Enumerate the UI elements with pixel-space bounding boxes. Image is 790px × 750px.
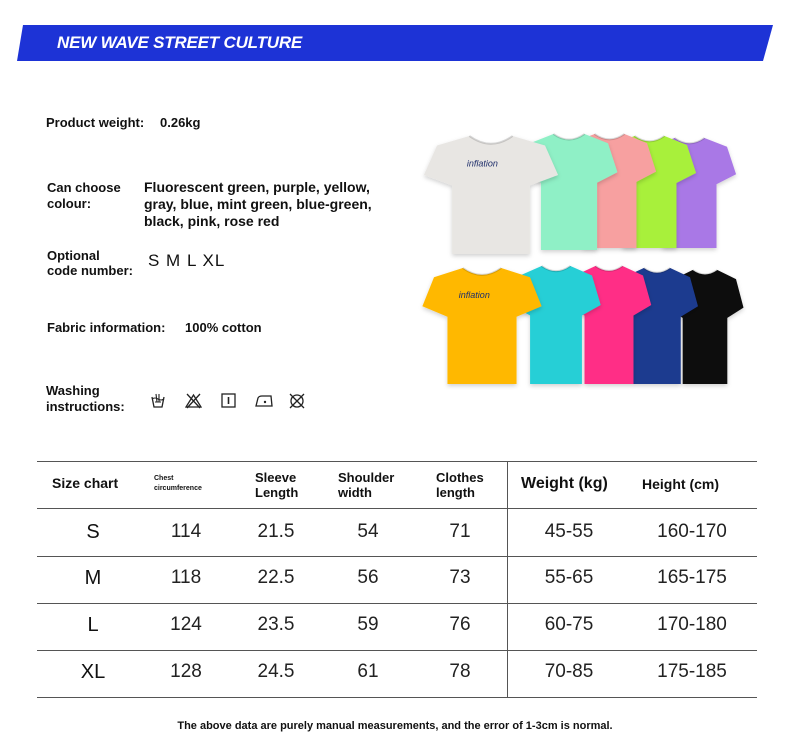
header-clothes-line-1: Clothes: [436, 470, 484, 485]
no-dry-clean-icon: [289, 393, 305, 409]
cell-shoulder: 61: [357, 661, 379, 682]
fabric-label: Fabric information:: [47, 320, 166, 335]
header-chest-line-2: circumference: [154, 485, 202, 492]
code-label-line-1: Optional: [47, 248, 100, 263]
cell-height: 170-180: [657, 614, 727, 635]
header-sleeve-line-1: Sleeve: [255, 470, 297, 485]
header-chest-line-1: Chest: [154, 475, 174, 482]
footnote: The above data are purely manual measurements, and the error of 1-3cm is normal.: [177, 720, 613, 732]
header-height: Height (cm): [642, 476, 719, 492]
cell-length: 78: [449, 661, 471, 682]
product-weight-value: 0.26kg: [160, 115, 201, 130]
header-clothes-line-2: length: [436, 485, 475, 500]
table-rule: [37, 603, 757, 604]
cell-size: M: [84, 567, 102, 589]
table-rule: [37, 508, 757, 509]
washing-label-line-2: instructions:: [46, 399, 125, 414]
cell-sleeve: 23.5: [257, 614, 295, 635]
cell-shoulder: 54: [357, 521, 379, 542]
cell-height: 175-185: [657, 661, 727, 682]
table-rule: [37, 650, 757, 651]
cell-chest: 124: [170, 614, 202, 635]
banner: [17, 25, 773, 61]
cell-size: S: [86, 521, 100, 543]
tshirt-group: [422, 134, 743, 384]
product-weight-label: Product weight:: [46, 115, 145, 130]
header-sleeve-line-2: Length: [255, 485, 299, 500]
banner-title: NEW WAVE STREET CULTURE: [57, 33, 303, 52]
tumble-dry-icon: [221, 393, 236, 408]
colour-label-line-2: colour:: [47, 196, 92, 211]
cell-shoulder: 56: [357, 567, 379, 588]
tshirt-0: [424, 136, 558, 254]
header-sleeve: [255, 470, 298, 500]
cell-size: XL: [80, 661, 106, 683]
cell-size: L: [87, 614, 99, 636]
cell-shoulder: 59: [357, 614, 379, 635]
header-chest: [154, 474, 202, 494]
cell-height: 160-170: [657, 521, 727, 542]
cell-weight: 55-65: [544, 567, 594, 588]
tshirt-5: [422, 268, 541, 384]
washing-label-line-1: Washing: [46, 383, 100, 398]
cell-chest: 128: [170, 661, 202, 682]
header-size-chart: Size chart: [52, 475, 119, 491]
fabric-value: 100% cotton: [185, 320, 262, 335]
no-bleach-icon: [185, 393, 202, 409]
tshirt-print-text: inflation: [466, 158, 498, 169]
cell-sleeve: 22.5: [257, 567, 295, 588]
colour-label-line-1: Can choose: [47, 180, 121, 195]
code-values: S M L XL: [148, 251, 226, 270]
cell-length: 73: [449, 567, 471, 588]
colour-list-line-1: Fluorescent green, purple, yellow,: [144, 179, 370, 195]
tshirt-print-text: inflation: [458, 290, 490, 301]
iron-low-icon: [255, 393, 273, 408]
cell-weight: 60-75: [544, 614, 594, 635]
cell-sleeve: 21.5: [257, 521, 295, 542]
cell-weight: 45-55: [544, 521, 594, 542]
table-rule-top: [37, 461, 757, 462]
cell-length: 71: [449, 521, 471, 542]
header-shoulder-line-1: Shoulder: [338, 470, 395, 485]
hand-wash-icon: [150, 393, 166, 409]
cell-height: 165-175: [657, 567, 727, 588]
code-label-line-2: code number:: [47, 263, 133, 278]
cell-sleeve: 24.5: [257, 661, 295, 682]
size-chart-table: [37, 461, 757, 698]
cell-chest: 114: [170, 521, 202, 542]
colour-list-line-3: black, pink, rose red: [144, 213, 280, 229]
table-rule: [37, 556, 757, 557]
cell-length: 76: [449, 614, 471, 635]
table-rule-bottom: [37, 697, 757, 698]
header-weight: Weight (kg): [521, 475, 608, 492]
cell-chest: 118: [170, 567, 202, 588]
header-clothes-length: [436, 470, 484, 500]
tshirt-product-image: [412, 128, 747, 390]
colour-list-line-2: gray, blue, mint green, blue-green,: [144, 196, 372, 212]
header-shoulder-line-2: width: [338, 485, 372, 500]
cell-weight: 70-85: [544, 661, 594, 682]
header-shoulder: [338, 470, 394, 500]
